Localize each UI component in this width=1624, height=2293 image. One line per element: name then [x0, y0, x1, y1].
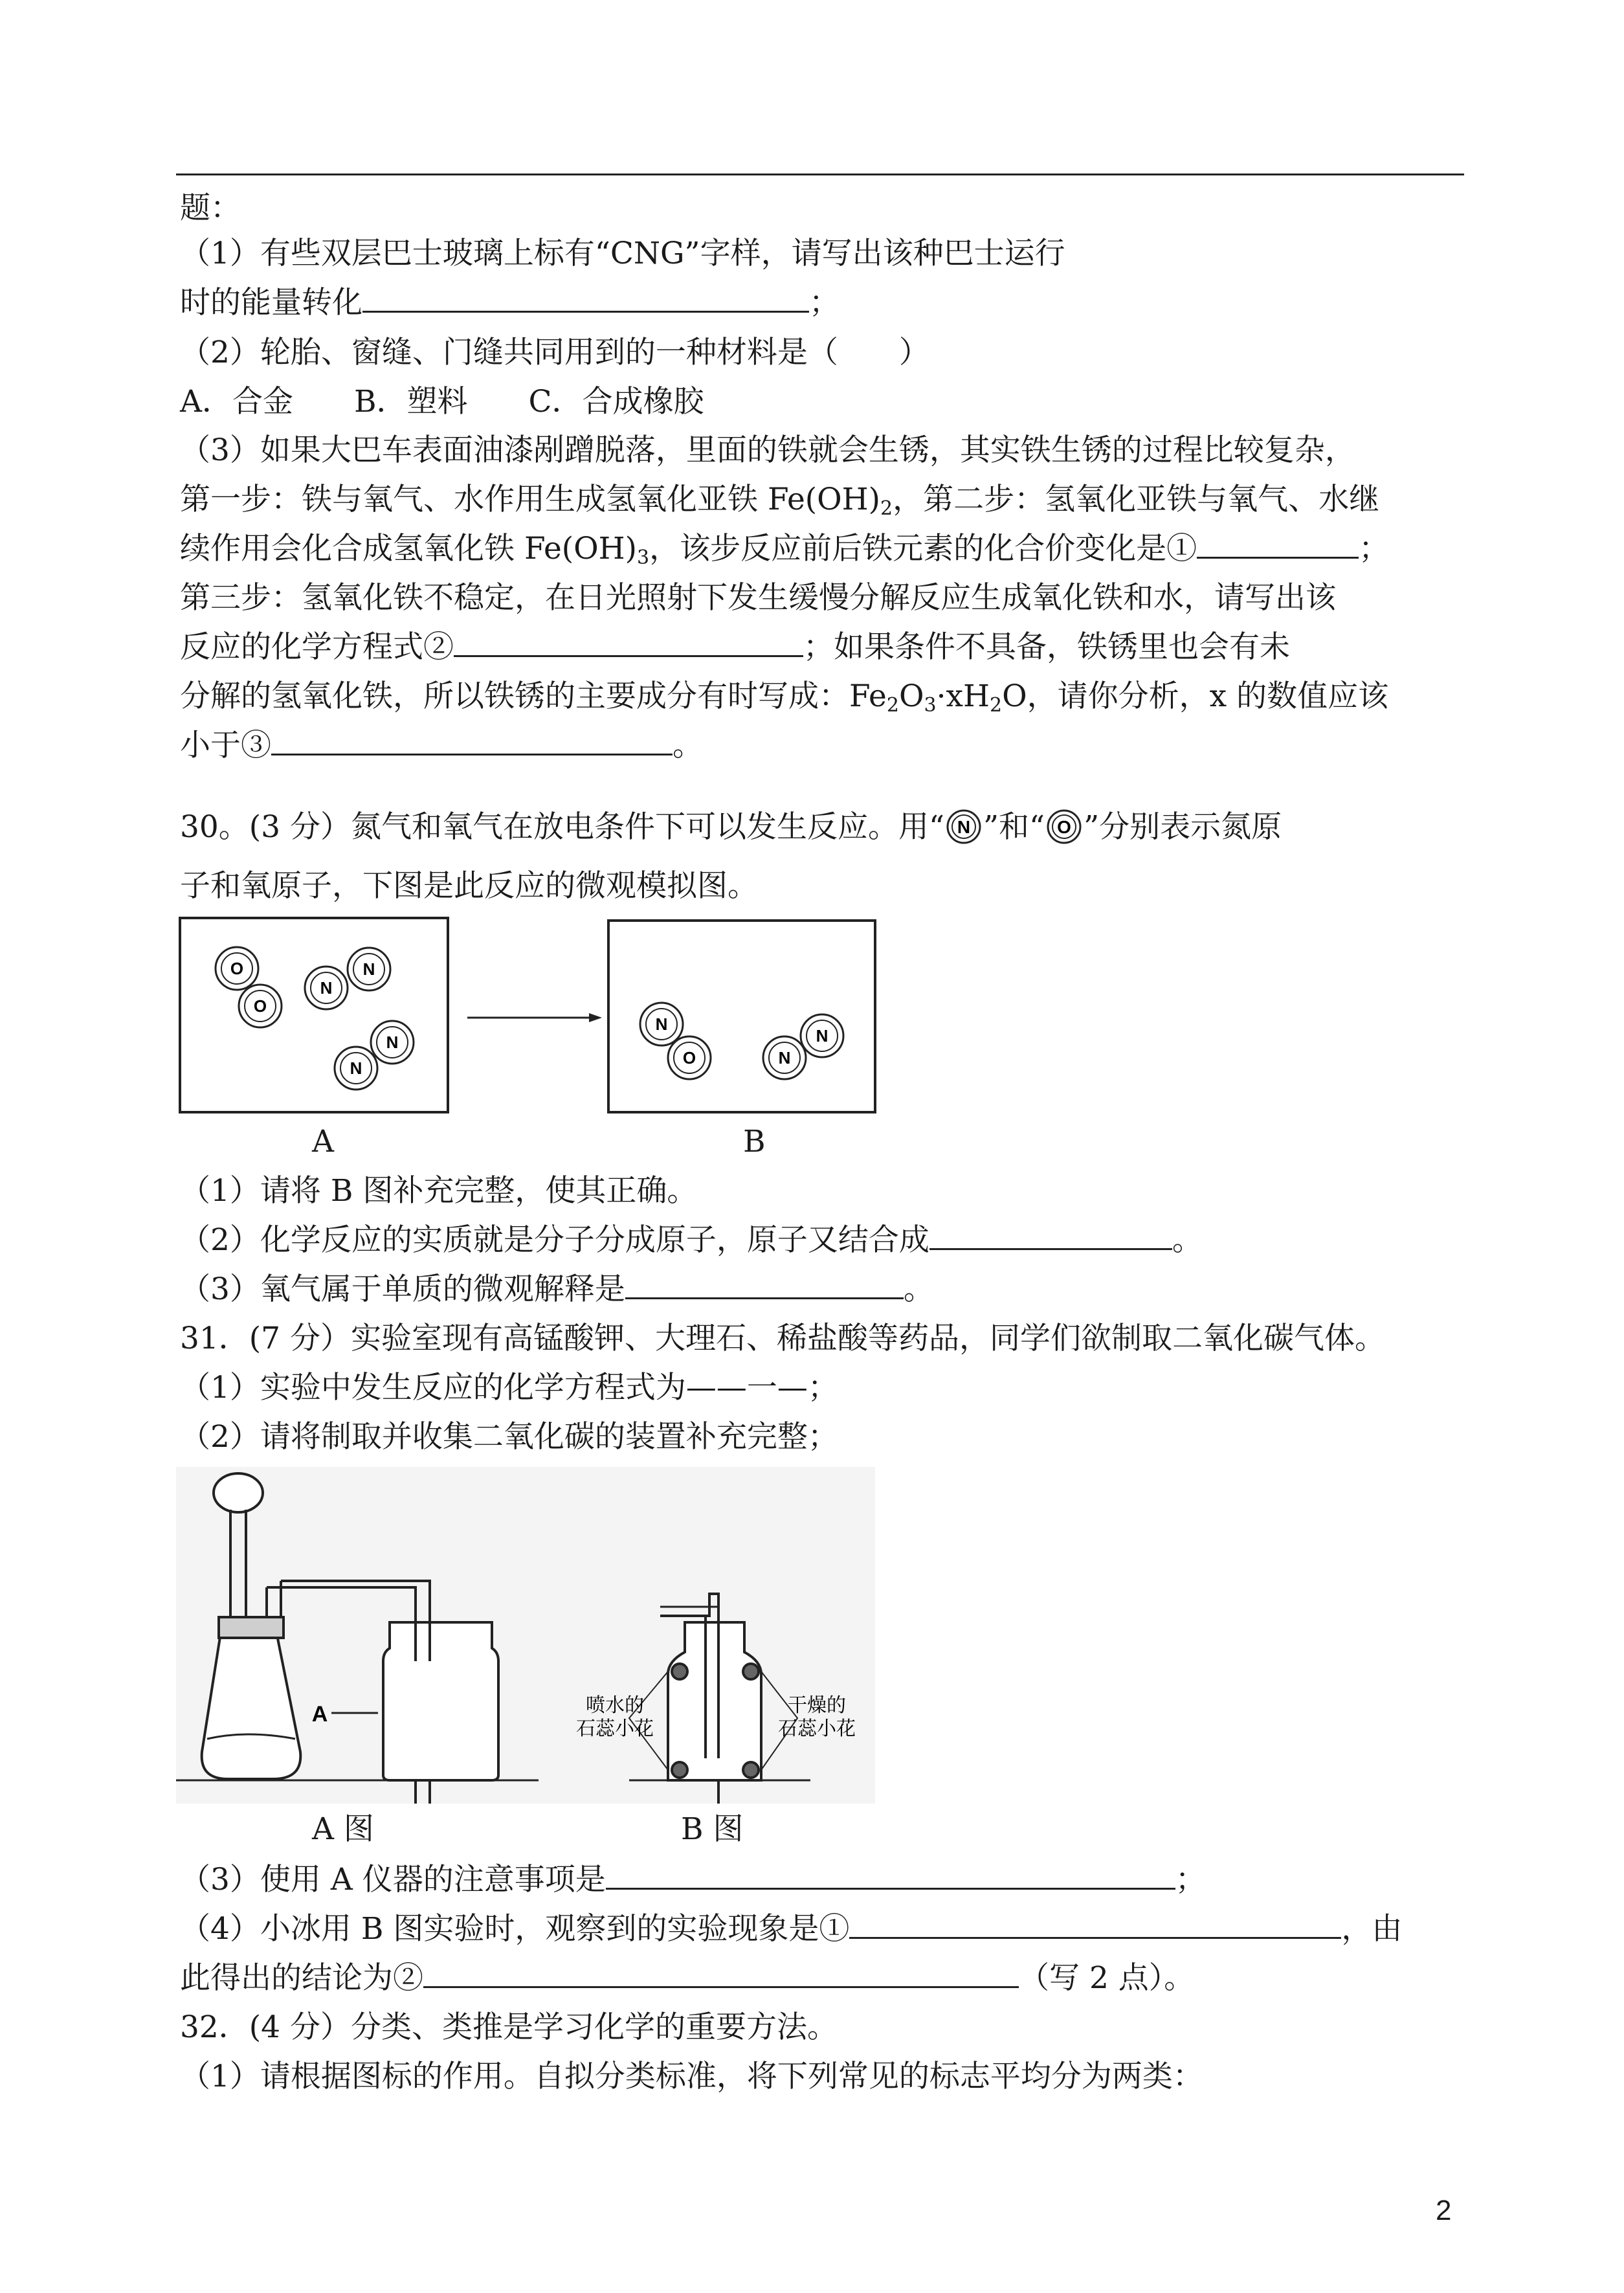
q31-part-4-a: （4）小冰用 B 图实验时，观察到的实验现象是① ，由 — [180, 1908, 1468, 1950]
q31-part-1: （1）实验中发生反应的化学方程式为——一—； — [180, 1370, 838, 1405]
diagram-b-label: B — [743, 1124, 766, 1159]
nitrogen-atom — [763, 1036, 806, 1079]
q29-part-3-c: 续作用会化合成氢氧化铁 $Fe(OH)_3$，该步反应前后铁元素的化合价变化是① ； — [180, 528, 1468, 570]
answer-blank[interactable] — [606, 1859, 1175, 1890]
svg-text:O: O — [230, 959, 244, 978]
q30-intro-a: 30。(3 分）氮气和氧气在放电条件下可以发生反应。用“ N ”和“ O ”分别表示氮原 — [180, 807, 1468, 848]
svg-text:O: O — [1057, 817, 1071, 837]
q29-line-0: 题： — [180, 190, 241, 226]
answer-blank[interactable] — [1197, 528, 1359, 559]
svg-text:N: N — [320, 978, 333, 998]
q31-part-2: （2）请将制取并收集二氧化碳的装置补充完整； — [180, 1419, 838, 1455]
dry-flower-label-line-2: 石蕊小花 — [778, 1718, 856, 1739]
q30-part-3: （3）氧气属于单质的微观解释是 。 — [180, 1269, 1468, 1310]
q29-part-3-e: 反应的化学方程式② ；如果条件不具备，铁锈里也会有未 — [180, 627, 1468, 668]
q29-part-3-b: 第一步：铁与氧气、水作用生成氢氧化亚铁 $Fe(OH)_2$，第二步：氢氧化亚铁与氧气、水继 — [180, 482, 1380, 520]
answer-blank[interactable] — [423, 1958, 1019, 1988]
box-a — [180, 918, 448, 1112]
nitrogen-atom — [348, 948, 390, 990]
box-b-molecules — [640, 1003, 843, 1079]
oxygen-atom — [239, 985, 282, 1027]
q31-part-4-b: 此得出的结论为② （写 2 点）。 — [180, 1958, 1468, 1999]
answer-blank[interactable] — [625, 1269, 904, 1299]
svg-text:N: N — [816, 1026, 829, 1046]
q30-part-2: （2）化学反应的实质就是分子分成原子，原子又结合成 。 — [180, 1220, 1468, 1261]
svg-text:N: N — [655, 1014, 668, 1034]
nitrogen-atom-symbol — [944, 807, 983, 846]
q32-part-1: （1）请根据图标的作用。自拟分类标准，将下列常见的标志平均分为两类： — [180, 2059, 1203, 2094]
q30-intro-b: 子和氧原子，下图是此反应的微观模拟图。 — [180, 868, 758, 904]
nitrogen-atom — [335, 1047, 377, 1090]
bottle-marker-a: A — [311, 1702, 328, 1727]
q29-part-3-g: 小于③ 。 — [180, 725, 1468, 766]
nitrogen-atom — [371, 1021, 414, 1064]
reaction-micro-diagram — [175, 914, 900, 1121]
q31-part-3: （3）使用 A 仪器的注意事项是 ； — [180, 1859, 1468, 1901]
figure-a-caption: A 图 — [312, 1811, 374, 1847]
svg-text:N: N — [957, 817, 971, 837]
box-a-molecules — [216, 947, 414, 1090]
svg-text:N: N — [350, 1058, 362, 1078]
oxygen-atom — [668, 1036, 711, 1079]
q29-part-3-a: （3）如果大巴车表面油漆剐蹭脱落，里面的铁就会生锈，其实铁生锈的过程比较复杂， — [180, 432, 1355, 468]
svg-text:O: O — [253, 996, 267, 1016]
q29-part-1-b: 时的能量转化 ； — [180, 282, 1468, 324]
svg-text:N: N — [778, 1048, 791, 1068]
svg-text:O: O — [682, 1048, 696, 1068]
answer-blank[interactable] — [362, 282, 809, 313]
answer-blank[interactable] — [849, 1908, 1341, 1939]
q29-part-2: （2）轮胎、窗缝、门缝共同用到的一种材料是（ ） — [180, 335, 929, 370]
svg-text:N: N — [362, 959, 375, 979]
dry-flower-label-line-1: 干燥的 — [788, 1695, 846, 1716]
figure-b-caption: B 图 — [681, 1811, 744, 1847]
wet-flower-label-line-1: 喷水的 — [586, 1695, 644, 1716]
q31-intro: 31．(7 分）实验室现有高锰酸钾、大理石、稀盐酸等药品，同学们欲制取二氧化碳气体。 — [180, 1321, 1385, 1356]
oxygen-atom-symbol — [1045, 807, 1084, 846]
answer-blank[interactable] — [929, 1220, 1172, 1250]
arrow-head-icon — [589, 1013, 602, 1022]
answer-blank[interactable] — [271, 725, 673, 755]
q29-part-1-a: （1）有些双层巴士玻璃上标有“CNG”字样，请写出该种巴士运行 — [180, 236, 1065, 271]
q29-part-3-f: 分解的氢氧化铁，所以铁锈的主要成分有时写成：$Fe_2O_3\cdot xH_2O$，请你分析，x 的数值应该 — [180, 678, 1389, 717]
q32-intro: 32．(4 分）分类、类推是学习化学的重要方法。 — [180, 2009, 838, 2045]
nitrogen-atom — [801, 1014, 843, 1057]
diagram-a-label: A — [312, 1124, 334, 1159]
nitrogen-atom — [640, 1003, 683, 1046]
svg-text:N: N — [386, 1033, 399, 1052]
q29-choices: A．合金 B．塑料 C．合成橡胶 — [180, 384, 704, 419]
q30-part-1: （1）请将 B 图补充完整，使其正确。 — [180, 1173, 698, 1209]
wet-flower-label-line-2: 石蕊小花 — [576, 1718, 654, 1739]
nitrogen-atom — [305, 967, 348, 1009]
page-number: 2 — [1436, 2195, 1452, 2226]
oxygen-atom — [216, 947, 258, 990]
apparatus-figure — [176, 1467, 875, 1804]
header-rule — [176, 173, 1464, 175]
q29-part-3-d: 第三步：氢氧化铁不稳定，在日光照射下发生缓慢分解反应生成氧化铁和水，请写出该 — [180, 580, 1336, 616]
answer-blank[interactable] — [454, 627, 803, 657]
